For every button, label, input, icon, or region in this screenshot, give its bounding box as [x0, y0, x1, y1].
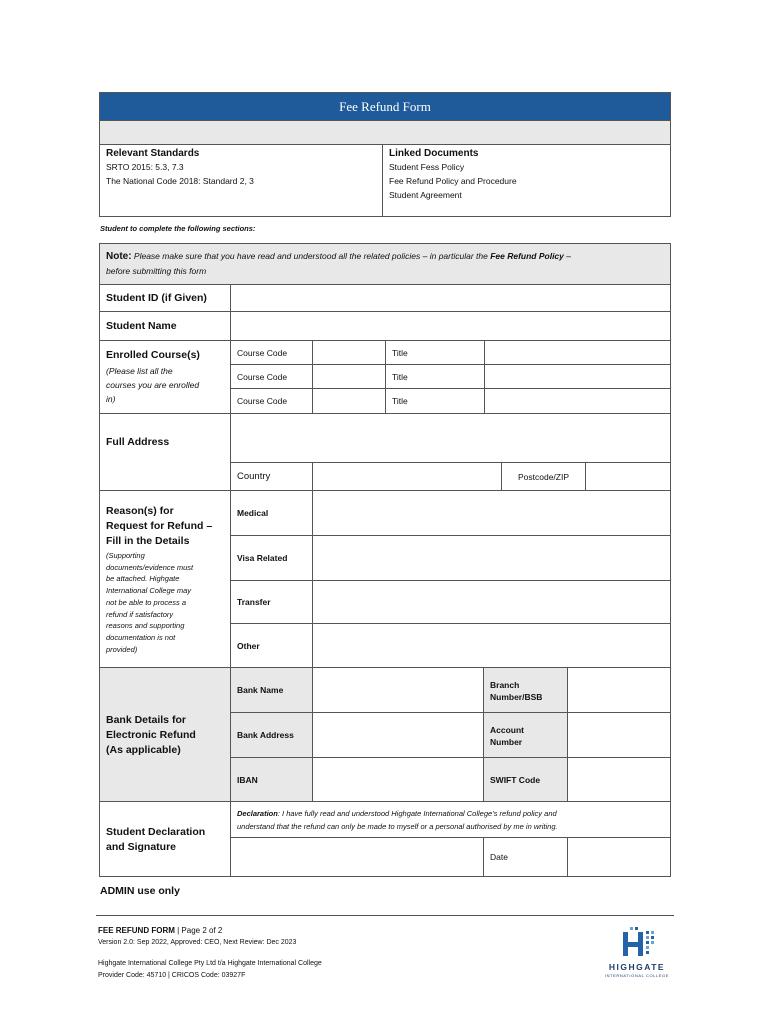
- declaration-title: Declaration: [237, 809, 278, 818]
- linked-doc-2: Fee Refund Policy and Procedure: [389, 176, 517, 186]
- course-code-input-3[interactable]: [312, 388, 386, 414]
- medical-label: Medical: [237, 508, 269, 518]
- student-id-label: Student ID (if Given): [106, 292, 207, 304]
- footer-version: Version 2.0: Sep 2022, Approved: CEO, Next Review: Dec 2023: [98, 939, 297, 946]
- iban-label: IBAN: [237, 774, 258, 785]
- note-text-3: before submitting this form: [106, 266, 207, 276]
- swift-label: SWIFT Code: [490, 774, 541, 785]
- medical-label-cell: [230, 490, 313, 536]
- bank-address-label: Bank Address: [237, 730, 294, 740]
- bank-label-1: Bank Details for: [106, 714, 186, 726]
- footer-form-name: FEE REFUND FORM: [98, 926, 175, 935]
- other-input[interactable]: [312, 623, 671, 668]
- student-name-label-cell: [99, 311, 231, 341]
- student-id-label-cell: [99, 284, 231, 312]
- header-spacer-row: [99, 120, 671, 145]
- instruction-text: Student to complete the following sections:: [100, 224, 256, 233]
- declaration-text-cell: [230, 801, 671, 838]
- course-code-label-3: Course Code: [230, 388, 313, 414]
- bank-label-cell: [99, 667, 231, 802]
- reasons-label-cell: [99, 490, 231, 668]
- course-title-input-3[interactable]: [484, 388, 671, 414]
- course-code-input-1[interactable]: [312, 340, 386, 365]
- iban-label-cell: [230, 757, 313, 802]
- enrolled-hint-2: courses you are enrolled: [106, 380, 200, 390]
- address-label: Full Address: [106, 436, 170, 448]
- branch-label-cell: [483, 667, 568, 713]
- course-title-label-1: Title: [385, 340, 485, 365]
- declaration-text-2: understand that the refund can only be made to myself or a personal authorised by me in writing.: [237, 822, 558, 831]
- visa-input[interactable]: [312, 535, 671, 581]
- standards-line-2: The National Code 2018: Standard 2, 3: [106, 176, 254, 186]
- postcode-label-cell: [501, 462, 586, 491]
- address-input[interactable]: [230, 413, 671, 463]
- reasons-label-3: Fill in the Details: [106, 535, 190, 547]
- reasons-label-2: Request for Refund –: [106, 520, 213, 532]
- visa-label-cell: [230, 535, 313, 581]
- form-title-bar: [99, 92, 671, 121]
- linked-heading: Linked Documents: [389, 148, 479, 159]
- address-label-cell: [99, 413, 231, 491]
- date-label: Date: [490, 852, 508, 862]
- note-text-2: –: [563, 251, 571, 261]
- account-label-cell: [483, 712, 568, 758]
- transfer-label: Transfer: [237, 597, 271, 607]
- branch-label-2: Number/BSB: [490, 692, 543, 702]
- swift-input[interactable]: [567, 757, 671, 802]
- transfer-input[interactable]: [312, 580, 671, 624]
- course-title-label-2: Title: [385, 364, 485, 389]
- student-id-input[interactable]: [230, 284, 671, 312]
- branch-label-1: Branch: [490, 680, 520, 690]
- note-policy: Fee Refund Policy: [490, 251, 564, 261]
- postcode-input[interactable]: [585, 462, 671, 491]
- declaration-text-1: : I have fully read and understood Highgate International College’s refund policy and: [277, 809, 557, 818]
- note-box: [99, 243, 671, 285]
- footer-company: Highgate International College Pty Ltd t/a Highgate International College: [98, 960, 322, 967]
- other-label-cell: [230, 623, 313, 668]
- note-text-1: Please make sure that you have read and understood all the related policies – in particular the: [131, 251, 491, 261]
- country-label-cell: [230, 462, 313, 491]
- linked-docs-cell: [382, 144, 671, 217]
- visa-label: Visa Related: [237, 553, 288, 563]
- iban-input[interactable]: [312, 757, 484, 802]
- bank-label-3: (As applicable): [106, 744, 181, 756]
- highgate-logo: [600, 926, 674, 982]
- logo-text: HIGHGATE: [608, 962, 666, 972]
- declaration-label-1: Student Declaration: [106, 826, 206, 838]
- footer-divider: [96, 915, 674, 916]
- highgate-logo-icon: [600, 926, 674, 966]
- declaration-label-cell: [99, 801, 231, 877]
- reasons-hint: (Supporting documents/evidence must be attached. Highgate International College may not be able to process a refund if satisfactory reasons and supporting documentation is not provided): [106, 551, 194, 654]
- enrolled-hint-3: in): [106, 394, 116, 404]
- course-title-input-1[interactable]: [484, 340, 671, 365]
- bank-name-label: Bank Name: [237, 685, 284, 695]
- enrolled-label-cell: [99, 340, 231, 414]
- swift-label-cell: [483, 757, 568, 802]
- date-label-cell: [483, 837, 568, 877]
- account-input[interactable]: [567, 712, 671, 758]
- standards-heading: Relevant Standards: [106, 148, 200, 159]
- declaration-label-2: and Signature: [106, 841, 177, 853]
- bank-address-input[interactable]: [312, 712, 484, 758]
- linked-doc-1: Student Fess Policy: [389, 162, 465, 172]
- bank-name-label-cell: [230, 667, 313, 713]
- bank-address-label-cell: [230, 712, 313, 758]
- standards-line-1: SRTO 2015: 5.3, 7.3: [106, 162, 184, 172]
- logo-subtext: INTERNATIONAL COLLEGE: [604, 973, 670, 978]
- footer-provider: Provider Code: 45710 | CRICOS Code: 03927F: [98, 972, 246, 979]
- student-name-input[interactable]: [230, 311, 671, 341]
- signature-input[interactable]: [230, 837, 484, 877]
- medical-input[interactable]: [312, 490, 671, 536]
- course-title-input-2[interactable]: [484, 364, 671, 389]
- date-input[interactable]: [567, 837, 671, 877]
- account-label-1: Account: [490, 725, 524, 735]
- account-label-2: Number: [490, 737, 523, 747]
- student-name-label: Student Name: [106, 320, 177, 332]
- standards-cell: [99, 144, 383, 217]
- course-title-label-3: Title: [385, 388, 485, 414]
- enrolled-label: Enrolled Course(s): [106, 349, 200, 361]
- transfer-label-cell: [230, 580, 313, 624]
- form-title: Fee Refund Form: [339, 98, 431, 114]
- note-label: Note:: [106, 251, 132, 262]
- footer-page: | Page 2 of 2: [174, 926, 223, 935]
- bank-name-input[interactable]: [312, 667, 484, 713]
- course-code-label-2: Course Code: [230, 364, 313, 389]
- country-label: Country: [237, 471, 271, 482]
- bank-label-2: Electronic Refund: [106, 729, 196, 741]
- other-label: Other: [237, 640, 260, 651]
- reasons-label-1: Reason(s) for: [106, 505, 174, 517]
- linked-doc-3: Student Agreement: [389, 190, 462, 200]
- admin-label: ADMIN use only: [100, 885, 180, 897]
- course-code-input-2[interactable]: [312, 364, 386, 389]
- course-code-label-1: Course Code: [230, 340, 313, 365]
- enrolled-hint-1: (Please list all the: [106, 366, 173, 376]
- postcode-label: Postcode/ZIP: [517, 471, 570, 482]
- country-input[interactable]: [312, 462, 502, 491]
- branch-input[interactable]: [567, 667, 671, 713]
